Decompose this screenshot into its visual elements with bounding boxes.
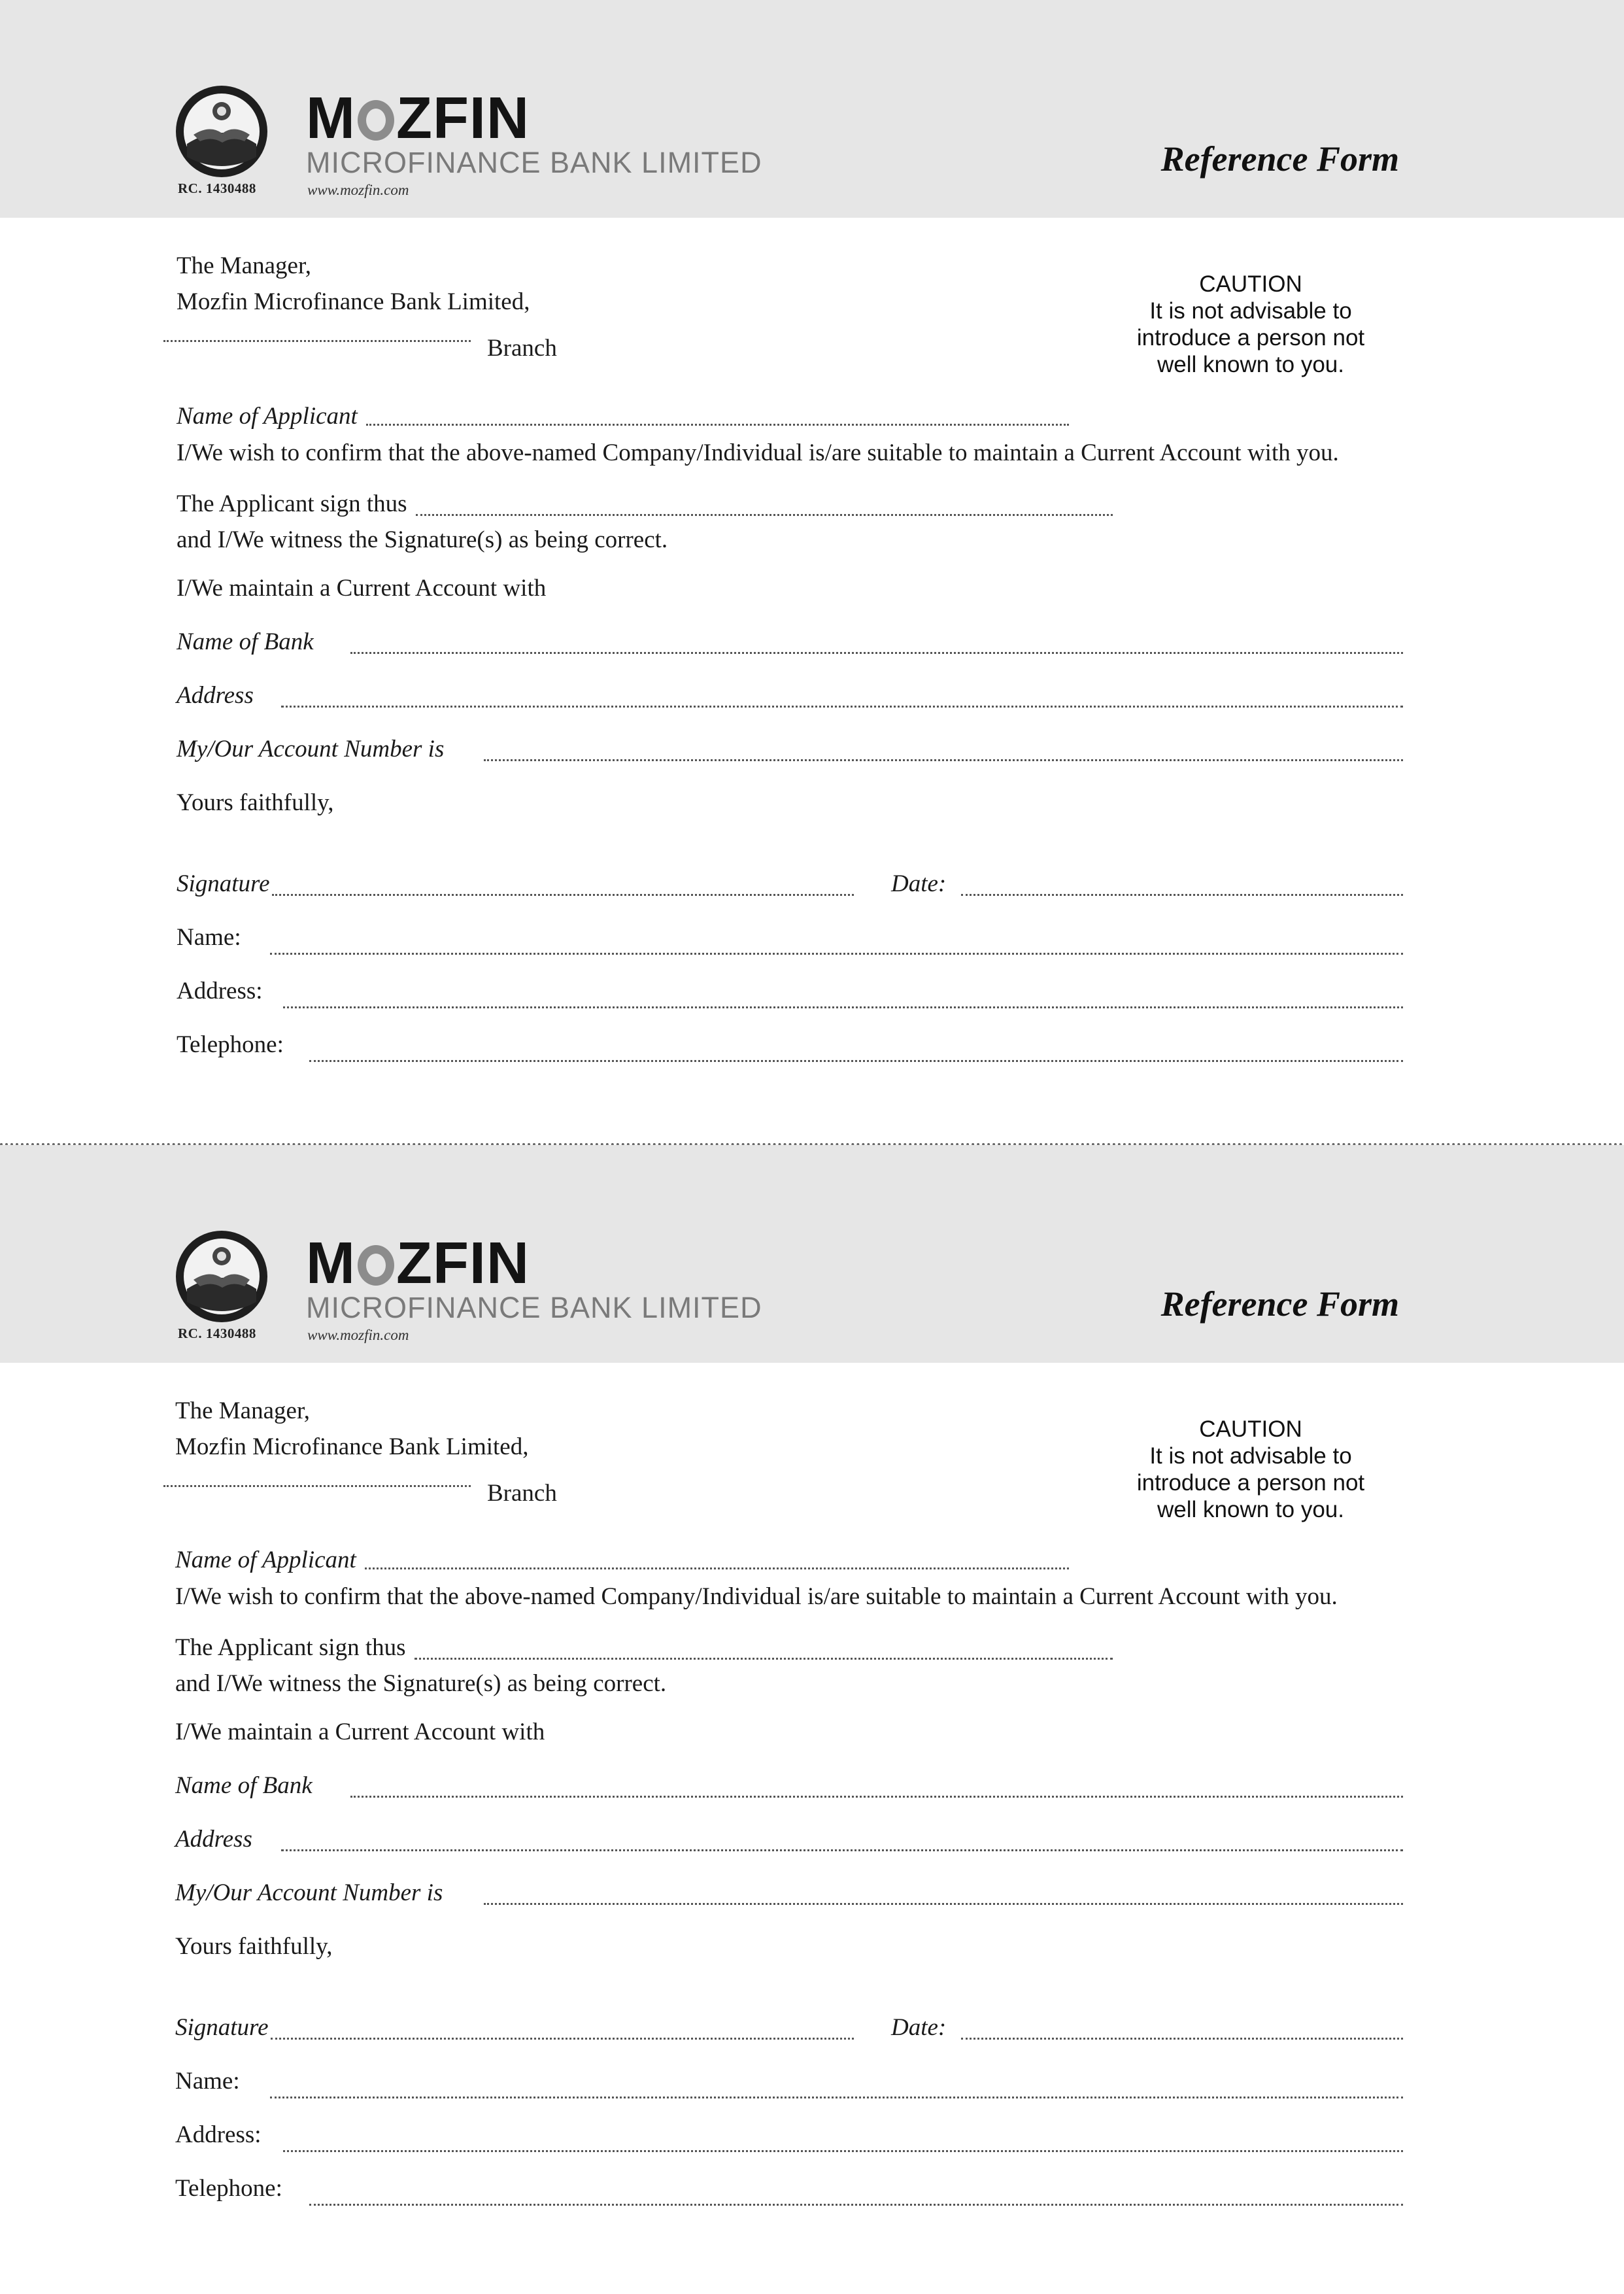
bank-name-field[interactable]: [350, 652, 1403, 654]
caution-line-3: well known to you.: [1157, 352, 1344, 377]
registration-number: RC. 1430488: [178, 1326, 256, 1341]
branch-label: Branch: [487, 335, 557, 362]
referee-name-field[interactable]: [270, 953, 1403, 955]
branch-label: Branch: [487, 1480, 557, 1507]
maintain-account-text: I/We maintain a Current Account with: [177, 575, 547, 602]
form-title: Reference Form: [1160, 139, 1399, 179]
bank-name-label: Name of Bank: [177, 628, 314, 655]
referee-address-field[interactable]: [283, 2150, 1403, 2152]
bank-seal-logo: [174, 1229, 269, 1324]
signature-label: Signature: [175, 2014, 269, 2041]
branch-name-field[interactable]: [163, 1485, 471, 1487]
applicant-name-label: Name of Applicant: [175, 1547, 356, 1573]
bank-address-label: Address: [177, 682, 254, 709]
referee-telephone-field[interactable]: [309, 1060, 1403, 1062]
brand-tagline: MICROFINANCE BANK LIMITED: [306, 146, 762, 179]
caution-line-2: introduce a person not: [1136, 325, 1365, 351]
account-number-field[interactable]: [484, 1903, 1403, 1905]
witness-statement: and I/We witness the Signature(s) as being correct.: [175, 1670, 667, 1697]
website-url: www.mozfin.com: [307, 1327, 409, 1343]
registration-number: RC. 1430488: [178, 180, 256, 196]
branch-name-field[interactable]: [163, 340, 471, 342]
confirmation-statement: I/We wish to confirm that the above-named Company/Individual is/are suitable to maintain a Current Account with you.: [177, 439, 1339, 466]
signature-field[interactable]: [271, 2038, 854, 2040]
applicant-name-field[interactable]: [366, 424, 1069, 426]
bank-address-field[interactable]: [281, 1849, 1403, 1851]
caution-line-2: introduce a person not: [1136, 1470, 1365, 1496]
date-label: Date:: [891, 2014, 947, 2041]
brand-tagline: MICROFINANCE BANK LIMITED: [306, 1291, 762, 1324]
closing-salutation: Yours faithfully,: [175, 1933, 333, 1960]
addressee-line-2: Mozfin Microfinance Bank Limited,: [175, 1433, 529, 1460]
brand-o-ring-icon: [358, 1245, 394, 1286]
applicant-name-field[interactable]: [365, 1567, 1069, 1569]
bank-name-field[interactable]: [350, 1796, 1403, 1798]
date-field[interactable]: [961, 2038, 1403, 2040]
applicant-sign-label: The Applicant sign thus: [175, 1634, 406, 1661]
bank-name-label: Name of Bank: [175, 1772, 313, 1799]
date-field[interactable]: [961, 894, 1403, 896]
referee-address-label: Address:: [175, 2121, 262, 2148]
maintain-account-text: I/We maintain a Current Account with: [175, 1719, 545, 1745]
caution-heading: CAUTION: [1199, 1416, 1302, 1442]
referee-telephone-label: Telephone:: [177, 1031, 284, 1058]
reference-form-1: [0, 0, 1624, 1144]
referee-name-label: Name:: [175, 2068, 240, 2095]
applicant-signature-field[interactable]: [416, 514, 1113, 516]
caution-box: [1105, 1416, 1396, 1523]
referee-address-field[interactable]: [283, 1006, 1403, 1008]
bank-address-field[interactable]: [281, 706, 1403, 708]
referee-address-label: Address:: [177, 978, 263, 1004]
referee-name-field[interactable]: [270, 2097, 1403, 2098]
website-url: www.mozfin.com: [307, 182, 409, 198]
caution-line-1: It is not advisable to: [1149, 298, 1352, 324]
applicant-sign-label: The Applicant sign thus: [177, 490, 407, 517]
brand-wordmark: M ZFIN: [306, 86, 530, 151]
reference-form-2: [0, 1145, 1624, 2289]
applicant-signature-field[interactable]: [414, 1658, 1113, 1660]
referee-telephone-label: Telephone:: [175, 2175, 282, 2202]
referee-name-label: Name:: [177, 924, 241, 951]
brand-o-ring-icon: [358, 100, 394, 141]
caution-line-1: It is not advisable to: [1149, 1443, 1352, 1469]
bank-seal-logo: [174, 84, 269, 179]
closing-salutation: Yours faithfully,: [177, 789, 334, 816]
signature-field[interactable]: [272, 894, 854, 896]
confirmation-statement: I/We wish to confirm that the above-named Company/Individual is/are suitable to maintain a Current Account with you.: [175, 1583, 1338, 1610]
account-number-label: My/Our Account Number is: [175, 1879, 443, 1906]
account-number-field[interactable]: [484, 759, 1403, 761]
caution-box: [1105, 271, 1396, 378]
addressee-line-2: Mozfin Microfinance Bank Limited,: [177, 288, 530, 315]
form-title: Reference Form: [1160, 1284, 1399, 1324]
caution-heading: CAUTION: [1199, 271, 1302, 297]
addressee-line-1: The Manager,: [177, 252, 312, 279]
applicant-name-label: Name of Applicant: [177, 403, 358, 430]
brand-wordmark: M ZFIN: [306, 1231, 530, 1296]
referee-telephone-field[interactable]: [309, 2204, 1403, 2206]
addressee-line-1: The Manager,: [175, 1397, 311, 1424]
signature-label: Signature: [177, 870, 270, 897]
caution-line-3: well known to you.: [1157, 1497, 1344, 1522]
date-label: Date:: [891, 870, 947, 897]
witness-statement: and I/We witness the Signature(s) as being correct.: [177, 526, 668, 553]
bank-address-label: Address: [175, 1826, 252, 1853]
account-number-label: My/Our Account Number is: [177, 736, 445, 762]
